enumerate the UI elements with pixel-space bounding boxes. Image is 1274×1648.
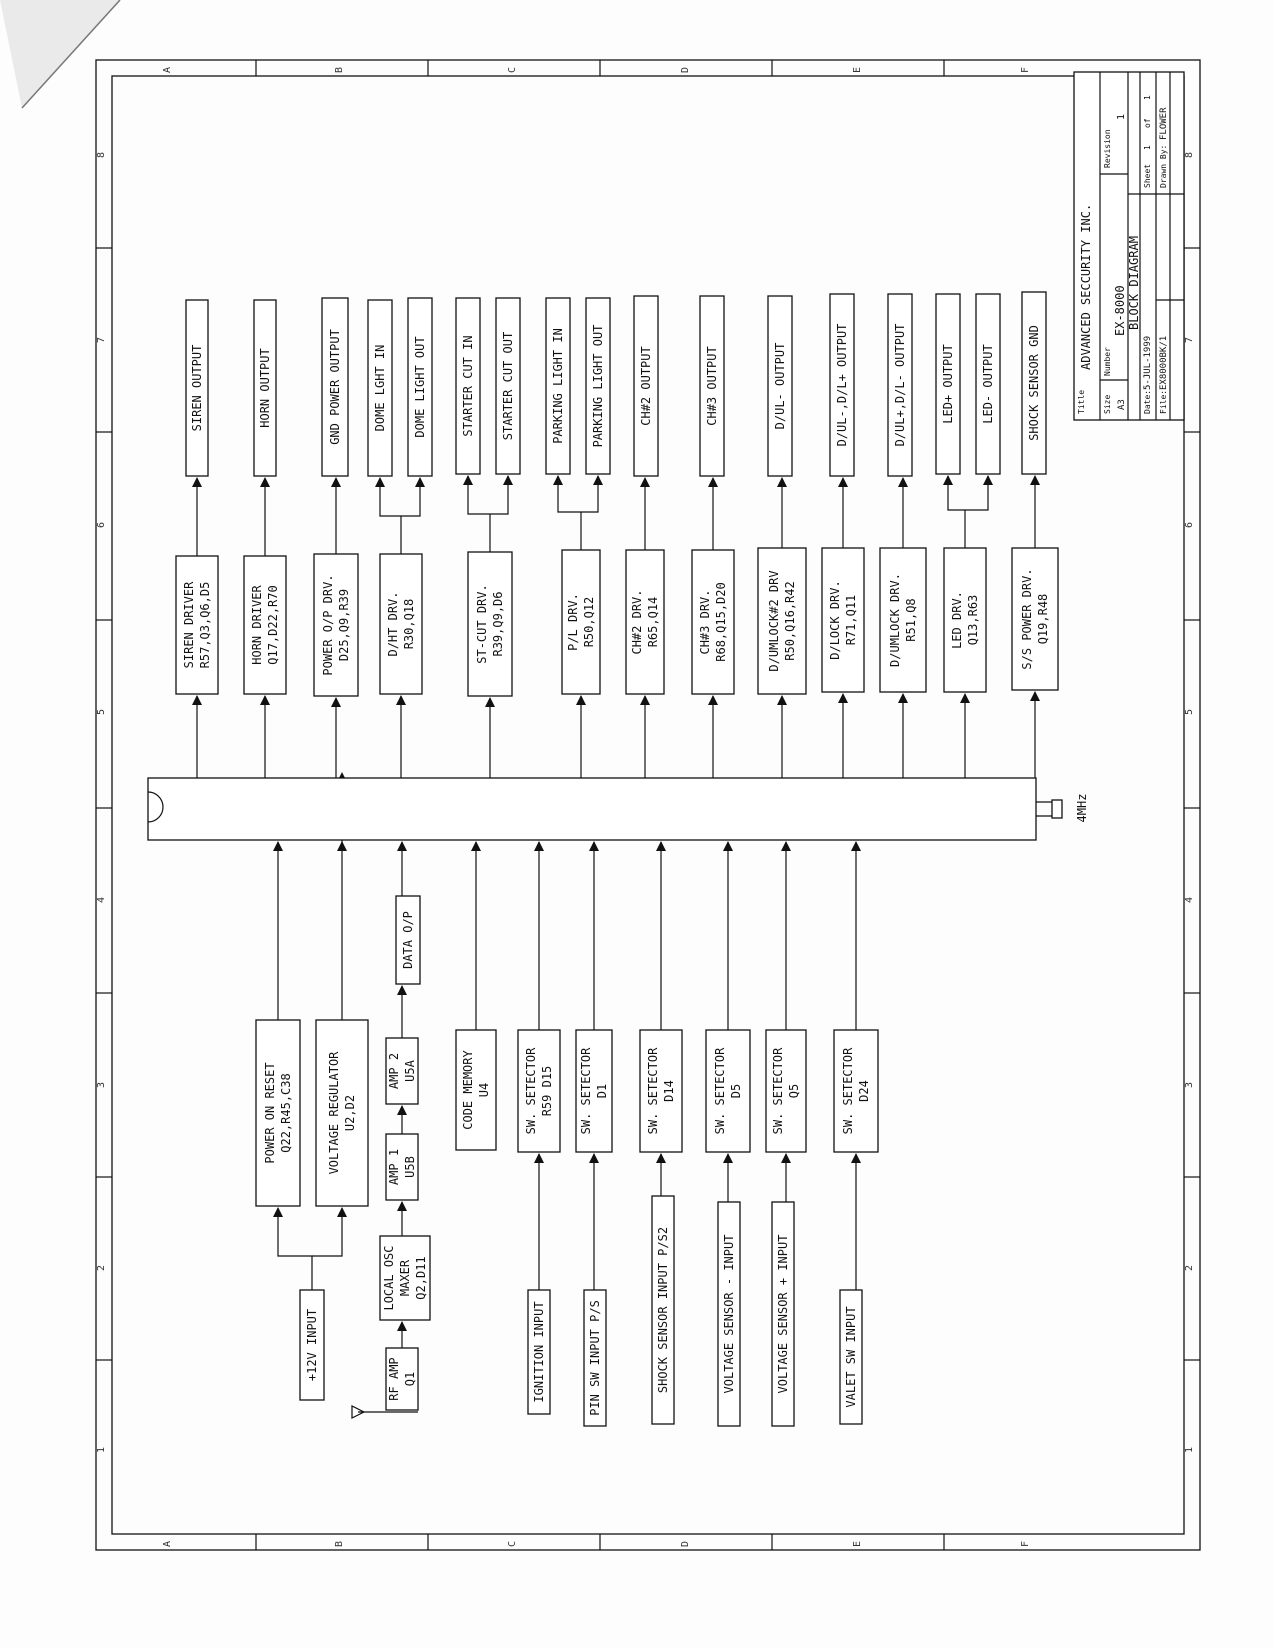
dlock-driver-block-label-1: D/LOCK DRV. <box>828 580 842 660</box>
dlock-driver-block-label-2: R71,Q11 <box>844 594 858 646</box>
zone-col-right: 4 <box>1184 896 1195 904</box>
dht-driver-block-label-1: D/HT DRV. <box>386 591 400 657</box>
ch2-output-block <box>634 296 658 476</box>
dul-dl-output-block-label-1: D/UL-,D/L+ OUTPUT <box>835 323 849 447</box>
tb-company: ADVANCED SECCURITY INC. <box>1079 203 1093 370</box>
starter-cut-out-block-label-1: STARTER CUT OUT <box>501 331 515 441</box>
vs-plus-block-label-1: VOLTAGE SENSOR + INPUT <box>776 1234 790 1394</box>
power-op-driver-block-label-1: POWER O/P DRV. <box>321 574 335 676</box>
shock-input-block <box>652 1196 674 1424</box>
amp1-block-label-2: U5B <box>403 1156 417 1178</box>
sw-selector-1-label-1: SW. SETECTOR <box>524 1047 538 1135</box>
ch3-output-block <box>700 296 724 476</box>
dome-light-in-wire <box>380 478 401 516</box>
zone-row-top: C <box>507 66 518 74</box>
dunlock2-driver-block-label-1: D/UMLOCK#2 DRV <box>767 570 781 672</box>
sw-selector-5-label-2: Q5 <box>787 1083 801 1099</box>
zone-col-right: 2 <box>1184 1264 1195 1272</box>
zone-col-left: 1 <box>96 1446 107 1454</box>
v12-input-block-label-1: +12V INPUT <box>305 1308 319 1382</box>
shock-sensor-gnd-block-label-1: SHOCK SENSOR GND <box>1027 325 1041 441</box>
amp1-block-label-1: AMP 1 <box>387 1148 401 1186</box>
dome-light-in-block <box>368 300 392 476</box>
page-fold <box>0 0 120 108</box>
data-op-block-label-1: DATA O/P <box>401 911 415 969</box>
title-block <box>1074 72 1184 420</box>
sw-selector-4-label-1: SW. SETECTOR <box>713 1047 727 1135</box>
horn-driver-block <box>244 556 286 694</box>
pin-sw-input-block-label-1: PIN SW INPUT P/S <box>588 1300 602 1416</box>
code-memory-block-label-1: CODE MEMORY <box>461 1050 475 1130</box>
zone-col-right: 7 <box>1184 336 1195 344</box>
tb-size-label: Size <box>1103 394 1112 414</box>
dunlock-driver-block <box>880 548 926 692</box>
sw-selector-4 <box>706 1030 750 1152</box>
tb-sheet-total: 1 <box>1143 95 1152 100</box>
ch3-output-block-label-1: CH#3 OUTPUT <box>705 346 719 426</box>
v12-input-block <box>300 1290 324 1400</box>
voltage-regulator-block-label-1: VOLTAGE REGULATOR <box>327 1051 341 1175</box>
amp1-block <box>386 1134 418 1200</box>
starter-cut-out-wire <box>490 476 508 514</box>
vs-plus-block <box>772 1202 794 1426</box>
zone-row-bottom: A <box>162 1540 173 1548</box>
led-minus-output-block-label-1: LED- OUTPUT <box>981 344 995 424</box>
tb-sheet-of: of <box>1143 118 1152 128</box>
tb-drawn-label: Drawn By: <box>1159 144 1168 188</box>
power-on-reset-block-label-2: Q22,R45,C38 <box>279 1073 293 1153</box>
vs-minus-block <box>718 1202 740 1426</box>
sw-selector-2-label-1: SW. SETECTOR <box>579 1047 593 1135</box>
rf-amp-block-label-2: Q1 <box>403 1371 417 1387</box>
led-driver-block <box>944 548 986 692</box>
led-minus-output-wire <box>965 476 988 510</box>
zone-col-left: 2 <box>96 1264 107 1272</box>
starter-cut-out-block <box>496 298 520 474</box>
led-plus-output-wire <box>948 476 965 510</box>
zone-col-left: 4 <box>96 896 107 904</box>
zone-row-bottom: F <box>1020 1540 1031 1548</box>
pin-sw-input-block <box>584 1290 606 1426</box>
tb-revision-label: Revision <box>1103 129 1112 168</box>
tb-title-line: BLOCK DIAGRAM <box>1127 236 1141 330</box>
local-osc-block <box>380 1236 430 1320</box>
tb-number-label: Number <box>1103 347 1112 376</box>
ch2-driver-block-label-2: R65,Q14 <box>646 596 660 648</box>
tb-date-label: Date: <box>1143 389 1152 414</box>
stcut-driver-block <box>468 552 512 696</box>
v12-to-reg <box>312 1208 342 1256</box>
tb-number: EX-8000 <box>1113 285 1127 336</box>
dome-light-in-block-label-1: DOME LGHT IN <box>373 344 387 432</box>
amp2-block-label-1: AMP 2 <box>387 1052 401 1090</box>
ss-power-driver-block-label-2: Q19,R48 <box>1036 593 1050 645</box>
ch2-driver-block <box>626 550 664 694</box>
crystal-icon <box>1052 800 1062 818</box>
power-on-reset-block <box>256 1020 300 1206</box>
horn-output-block <box>254 300 276 476</box>
sw-selector-1-label-2: R59 D15 <box>540 1065 554 1117</box>
zone-row-bottom: D <box>680 1540 691 1548</box>
dul-output-block-label-1: D/UL- OUTPUT <box>773 342 787 430</box>
valet-input-block <box>840 1290 862 1424</box>
sw-selector-5 <box>766 1030 806 1152</box>
sw-selector-3 <box>640 1030 682 1152</box>
dunlock2-driver-block-label-2: R50,Q16,R42 <box>783 581 797 661</box>
zone-col-right: 6 <box>1184 521 1195 529</box>
dul-plus-output-block <box>888 294 912 476</box>
parking-light-in-wire <box>558 476 581 512</box>
stcut-driver-block-label-2: R39,Q9,D6 <box>491 591 505 657</box>
dht-driver-block <box>380 554 422 694</box>
power-op-driver-block-label-2: D25,Q9,R39 <box>337 588 351 662</box>
siren-driver-block-label-2: R57,Q3,Q6,D5 <box>198 581 212 669</box>
zone-row-top: B <box>334 66 345 74</box>
tb-sheet: 1 <box>1143 145 1152 150</box>
tb-title-label: Title <box>1077 389 1086 414</box>
led-minus-output-block <box>976 294 1000 474</box>
dunlock-driver-block-label-2: R51,Q8 <box>904 598 918 642</box>
sw-selector-4-label-2: D5 <box>729 1083 743 1099</box>
sw-selector-6-label-2: D24 <box>857 1080 871 1102</box>
vs-minus-block-label-1: VOLTAGE SENSOR - INPUT <box>722 1234 736 1394</box>
tb-date: 5-JUL-1999 <box>1143 335 1153 390</box>
starter-cut-in-wire <box>468 476 490 514</box>
code-memory-block <box>456 1030 496 1150</box>
tb-revision: 1 <box>1116 113 1127 120</box>
dome-light-out-block <box>408 298 432 476</box>
local-osc-block-label-1: LOCAL OSC <box>382 1245 396 1311</box>
zone-col-right: 5 <box>1184 708 1195 716</box>
pl-driver-block-label-2: R50,Q12 <box>582 596 596 648</box>
power-on-reset-block-label-1: POWER ON RESET <box>263 1062 277 1164</box>
led-plus-output-block <box>936 294 960 474</box>
siren-driver-block <box>176 556 218 694</box>
zone-col-right: 3 <box>1184 1081 1195 1089</box>
tb-file: EX8000BK/1 <box>1159 335 1169 390</box>
dlock-driver-block <box>822 548 864 692</box>
microcontroller <box>148 778 1089 840</box>
ignition-input-block <box>528 1290 550 1414</box>
gnd-power-output-block-label-1: GND POWER OUTPUT <box>328 329 342 445</box>
sw-selector-3-label-1: SW. SETECTOR <box>646 1047 660 1135</box>
zone-row-top: E <box>852 66 863 74</box>
dunlock-driver-block-label-1: D/UMLOCK DRV. <box>888 573 902 667</box>
horn-driver-block-label-2: Q17,D22,R70 <box>266 585 280 665</box>
zone-row-top: F <box>1020 66 1031 74</box>
shock-sensor-gnd-block <box>1022 292 1046 474</box>
crystal-label: 4MHz <box>1075 793 1089 823</box>
local-osc-block-label-3: Q2,D11 <box>414 1256 428 1300</box>
voltage-regulator-block-label-2: U2,D2 <box>343 1094 357 1132</box>
zone-col-right: 1 <box>1184 1446 1195 1454</box>
led-driver-block-label-2: Q13,R63 <box>966 594 980 646</box>
dome-light-out-wire <box>401 478 420 516</box>
sw-selector-6 <box>834 1030 878 1152</box>
data-op-block <box>396 896 420 984</box>
ch3-driver-block <box>692 550 734 694</box>
sw-selector-5-label-1: SW. SETECTOR <box>771 1047 785 1135</box>
sw-selector-3-label-2: D14 <box>662 1080 676 1102</box>
gnd-power-output-block <box>322 298 348 476</box>
ch3-driver-block-label-2: R68,Q15,D20 <box>714 582 728 662</box>
dome-light-out-block-label-1: DOME LIGHT OUT <box>413 336 427 438</box>
valet-input-block-label-1: VALET SW INPUT <box>844 1306 858 1408</box>
parking-light-in-block <box>546 298 570 474</box>
starter-cut-in-block-label-1: STARTER CUT IN <box>461 335 475 437</box>
local-osc-block-label-2: MAXER <box>398 1259 412 1297</box>
v12-to-reset <box>278 1208 312 1290</box>
pl-driver-block-label-1: P/L DRV. <box>566 593 580 651</box>
siren-output-block <box>186 300 208 476</box>
sw-selector-2-label-2: D1 <box>595 1083 609 1099</box>
stcut-driver-block-label-1: ST-CUT DRV. <box>475 584 489 664</box>
power-op-driver-block <box>314 554 358 696</box>
zone-col-left: 6 <box>96 521 107 529</box>
ch3-driver-block-label-1: CH#3 DRV. <box>698 589 712 655</box>
pl-driver-block <box>562 550 600 694</box>
ss-power-driver-block <box>1012 548 1058 690</box>
code-memory-block-label-2: U4 <box>477 1082 491 1098</box>
sw-selector-2 <box>576 1030 612 1152</box>
zone-row-top: A <box>162 66 173 74</box>
tb-drawn: FLOWER <box>1159 107 1169 140</box>
zone-row-bottom: E <box>852 1540 863 1548</box>
zone-col-right: 8 <box>1184 151 1195 159</box>
zone-col-left: 5 <box>96 708 107 716</box>
led-driver-block-label-1: LED DRV. <box>950 591 964 649</box>
parking-light-out-wire <box>581 476 598 512</box>
ss-power-driver-block-label-1: S/S POWER DRV. <box>1020 568 1034 670</box>
dul-output-block <box>768 296 792 476</box>
dul-plus-output-block-label-1: D/UL+,D/L- OUTPUT <box>893 323 907 447</box>
zone-row-bottom: B <box>334 1540 345 1548</box>
ch2-output-block-label-1: CH#2 OUTPUT <box>639 346 653 426</box>
led-plus-output-block-label-1: LED+ OUTPUT <box>941 344 955 424</box>
ch2-driver-block-label-1: CH#2 DRV. <box>630 589 644 655</box>
tb-file-label: File: <box>1159 389 1168 414</box>
parking-light-in-block-label-1: PARKING LIGHT IN <box>551 328 565 444</box>
parking-light-out-block-label-1: PARKING LIGHT OUT <box>591 324 605 448</box>
sw-selector-1 <box>518 1030 560 1152</box>
amp2-block-label-2: U5A <box>403 1060 417 1082</box>
dul-dl-output-block <box>830 294 854 476</box>
parking-light-out-block <box>586 298 610 474</box>
zone-row-bottom: C <box>507 1540 518 1548</box>
zone-col-left: 3 <box>96 1081 107 1089</box>
rf-amp-block-label-1: RF AMP <box>387 1357 401 1401</box>
zone-col-left: 8 <box>96 151 107 159</box>
horn-driver-block-label-1: HORN DRIVER <box>250 585 264 665</box>
horn-output-block-label-1: HORN OUTPUT <box>258 348 272 428</box>
tb-size: A3 <box>1117 399 1127 410</box>
zone-col-left: 7 <box>96 336 107 344</box>
amp2-block <box>386 1038 418 1104</box>
zone-row-top: D <box>680 66 691 74</box>
siren-driver-block-label-1: SIREN DRIVER <box>182 581 196 669</box>
sw-selector-6-label-1: SW. SETECTOR <box>841 1047 855 1135</box>
siren-output-block-label-1: SIREN OUTPUT <box>190 344 204 432</box>
starter-cut-in-block <box>456 298 480 474</box>
rf-amp-block <box>386 1348 418 1410</box>
voltage-regulator-block <box>316 1020 368 1206</box>
shock-input-block-label-1: SHOCK SENSOR INPUT P/S2 <box>656 1226 670 1394</box>
tb-sheet-label: Sheet <box>1143 163 1152 188</box>
dunlock2-driver-block <box>758 548 806 694</box>
dht-driver-block-label-2: R30,Q18 <box>402 598 416 650</box>
ignition-input-block-label-1: IGNITION INPUT <box>532 1301 546 1403</box>
